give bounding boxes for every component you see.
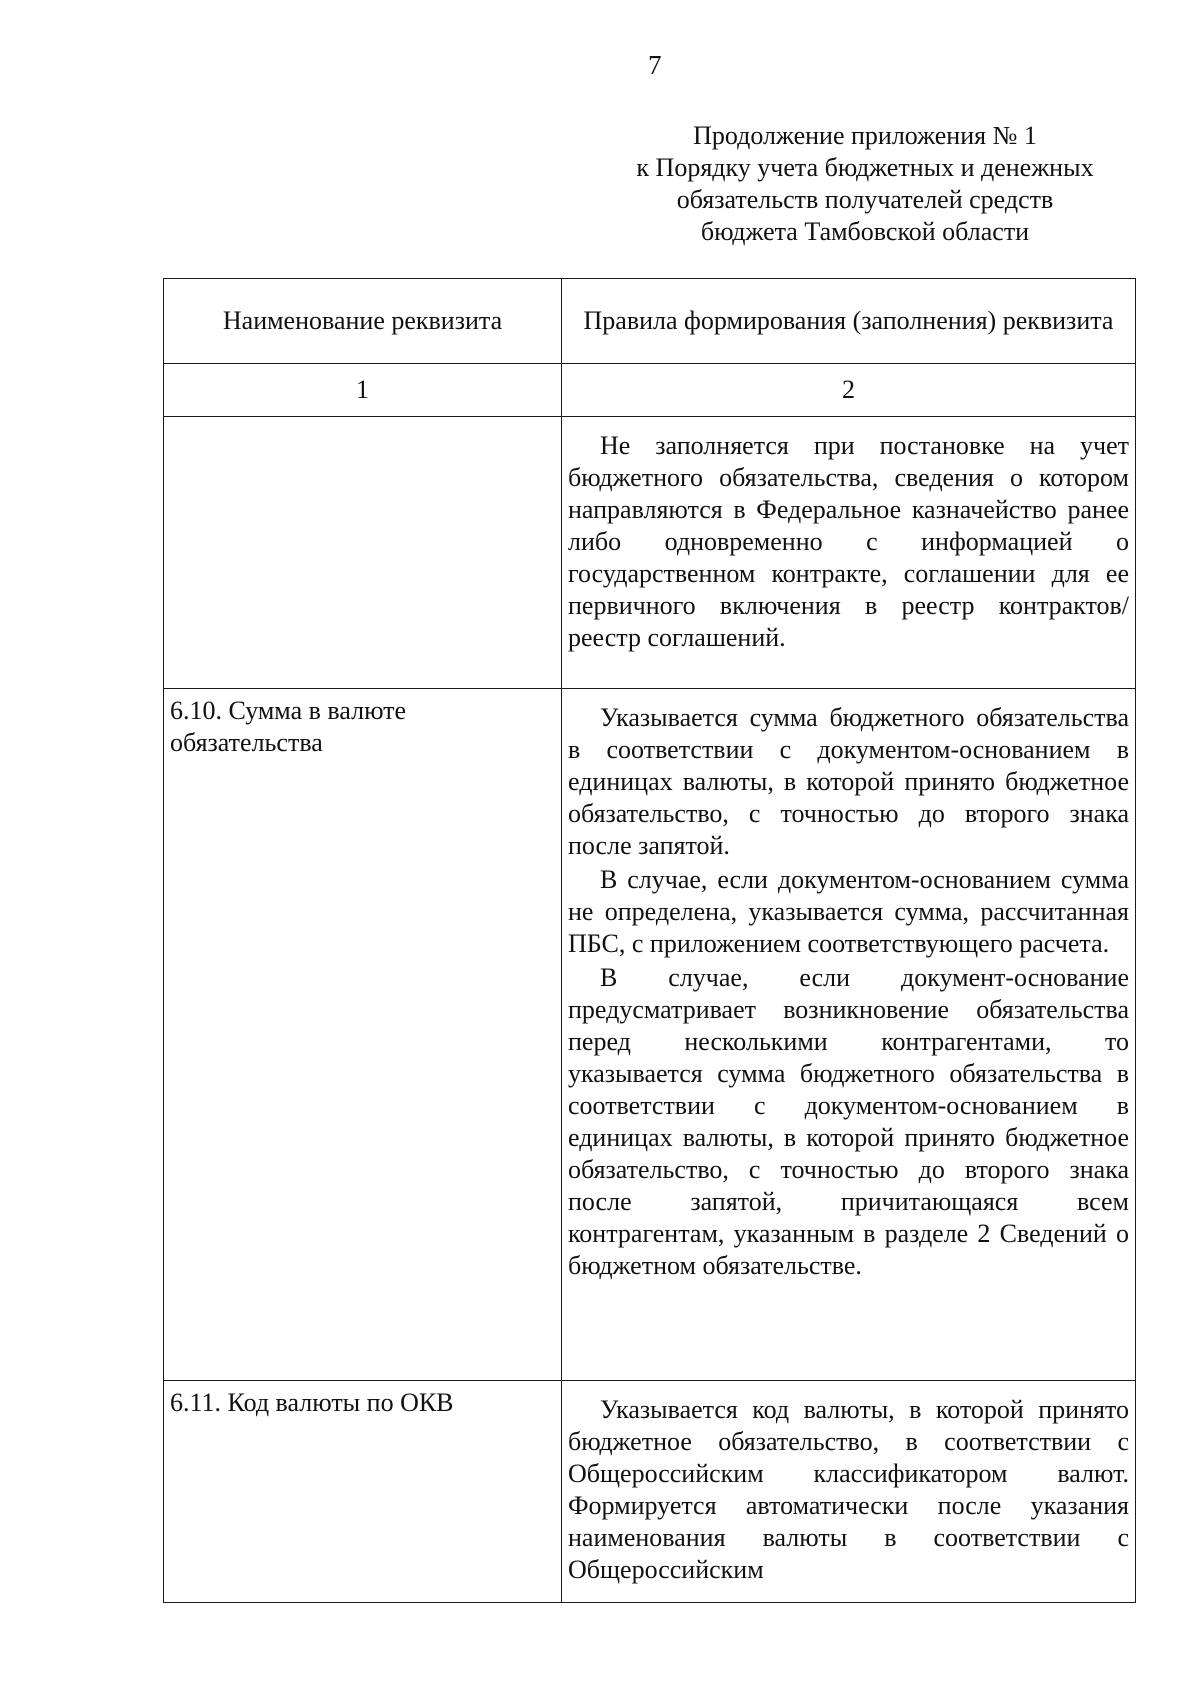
rule-paragraph: В случае, если документ-основание предусматривает возникновение обязательства перед несколькими контрагентами, то указывается сумма бюджетного обязательства в соответствии с документом-основанием в единицах валюты, в которой принято бюджетное обязательство, с точностью до второго знака после запятой, причитающаяся всем контрагентам, указанным в разделе 2 Сведений о бюджетном обязательстве. — [568, 963, 1129, 1280]
rule-paragraph: Не заполняется при постановке на учет бюджетного обязательства, сведения о котором направляются в Федеральное казначейство ранее либо одновременно с информацией о государственном контракте, соглашении для ее первичного включения в реестр контрактов/реестр соглашений. — [568, 431, 1129, 652]
column-header-name: Наименование реквизита — [164, 279, 562, 364]
column-number: 2 — [562, 364, 1136, 417]
appendix-header-line: обязательств получателей средств — [676, 185, 1054, 214]
table-row — [164, 689, 1136, 1381]
appendix-header-line: бюджета Тамбовской области — [700, 217, 1030, 246]
page-number: 7 — [648, 50, 662, 80]
requisite-rules — [562, 689, 1136, 1381]
rule-paragraph: Указывается сумма бюджетного обязательства в соответствии с документом-основанием в единицах валюты, в которой принято бюджетное обязательство, с точностью до второго знака после запятой. — [568, 703, 1129, 860]
table-row — [164, 1381, 1136, 1603]
requisite-name — [164, 417, 562, 689]
requisite-rules — [562, 417, 1136, 689]
appendix-header-line: к Порядку учета бюджетных и денежных — [636, 153, 1094, 182]
column-header-rules: Правила формирования (заполнения) реквизита — [562, 279, 1136, 364]
table-row — [164, 417, 1136, 689]
requisite-name: 6.11. Код валюты по ОКВ — [164, 1381, 562, 1603]
requisites-table — [163, 278, 1136, 1603]
requisite-name: 6.10. Сумма в валюте обязательства — [164, 689, 562, 1381]
rule-paragraph: Указывается код валюты, в которой принято бюджетное обязательство, в соответствии с Общероссийским классификатором валют. Формируется автоматически после указания наименования валюты в соответствии с Общероссийским — [568, 1395, 1129, 1584]
column-number: 1 — [164, 364, 562, 417]
rule-paragraph: В случае, если документом-основанием сумма не определена, указывается сумма, рассчитанная ПБС, с приложением соответствующего расчета. — [568, 865, 1129, 958]
appendix-header — [575, 120, 1155, 248]
table-header-row — [164, 279, 1136, 364]
column-number-row — [164, 364, 1136, 417]
requisite-rules — [562, 1381, 1136, 1603]
appendix-header-line: Продолжение приложения № 1 — [693, 121, 1037, 150]
